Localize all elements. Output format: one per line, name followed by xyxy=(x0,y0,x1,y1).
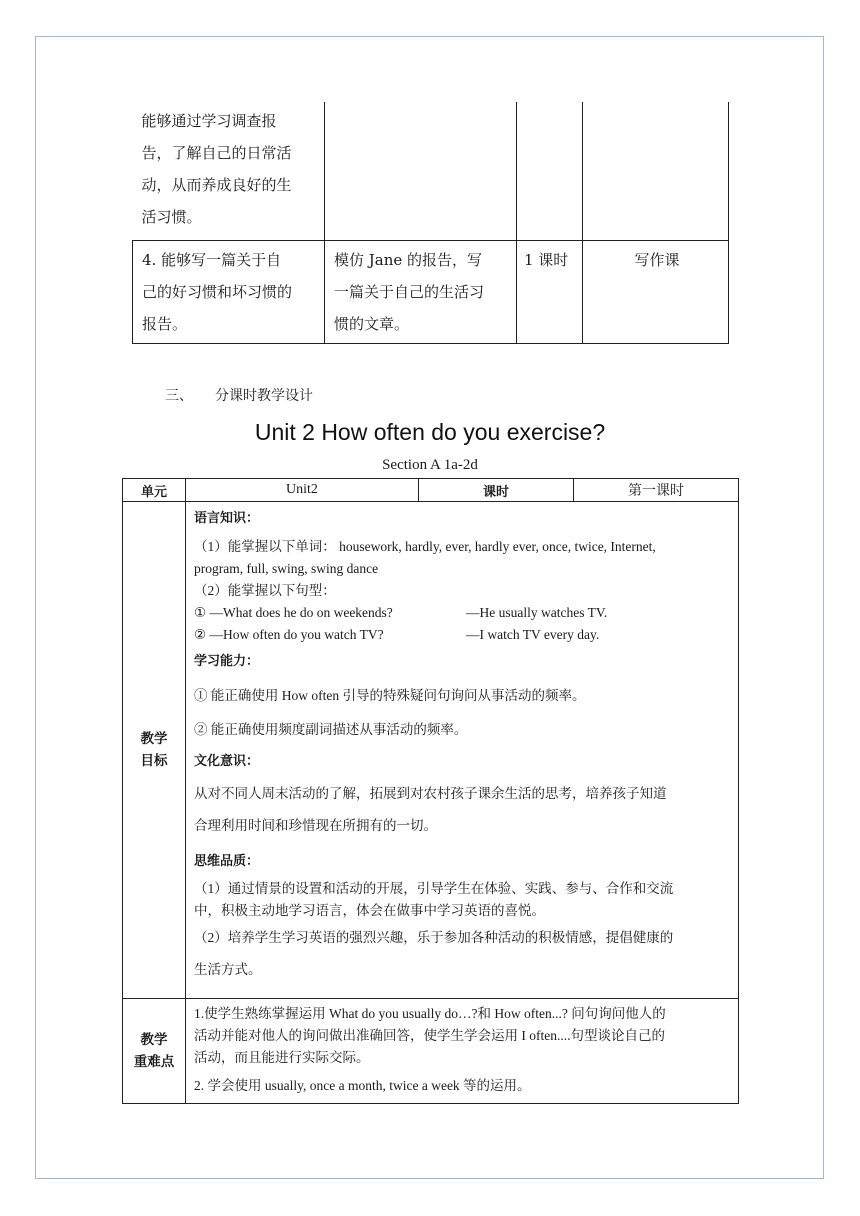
activity-cell xyxy=(325,102,517,240)
table-row xyxy=(133,240,729,343)
example-row: ② —How often do you watch TV? —I watch TV every day. xyxy=(194,627,600,642)
key-point-line: 活动并能对他人的询问做出准确回答，使学生学会运用 I often....句型谈论自己的 xyxy=(194,1028,665,1043)
pattern-intro: （2）能掌握以下句型： xyxy=(194,583,336,598)
objective-cell: 能够通过学习调查报 告，了解自己的日常活 动，从而养成良好的生 活习惯。 xyxy=(133,102,325,240)
ability-item: ① 能正确使用 How often 引导的特殊疑问句询问从事活动的频率。 xyxy=(194,688,586,703)
header-row xyxy=(123,479,739,502)
unit-title: Unit 2 How often do you exercise? xyxy=(254,419,606,445)
thinking-line: （1）通过情景的设置和活动的开展，引导学生在体验、实践、参与、合作和交流 xyxy=(194,881,674,896)
language-heading: 语言知识： xyxy=(194,511,260,526)
key-points-content xyxy=(186,999,739,1104)
culture-heading: 文化意识： xyxy=(194,754,260,769)
vocab-line: （1）能掌握以下单词： housework, hardly, ever, hardly ever, once, twice, Internet, xyxy=(194,539,656,554)
ability-heading: 学习能力： xyxy=(194,654,260,669)
objectives-row xyxy=(123,502,739,999)
unit-label: 单元 xyxy=(123,479,186,502)
prior-plan-table xyxy=(132,102,729,344)
key-point-line: 1.使学生熟练掌握运用 What do you usually do…?和 How often...? 问句询问他人的 xyxy=(194,1006,666,1021)
section-subtitle: Section A 1a-2d xyxy=(382,457,478,473)
period-value: 第一课时 xyxy=(574,479,739,502)
activity-cell: 模仿 Jane 的报告，写 一篇关于自己的生活习 惯的文章。 xyxy=(325,240,517,343)
section-number: 三、 xyxy=(165,388,193,404)
unit-value: Unit2 xyxy=(186,479,419,502)
type-cell xyxy=(583,102,729,240)
vocab-line: program, full, swing, swing dance xyxy=(194,561,379,576)
example-row: ① —What does he do on weekends? —He usually watches TV. xyxy=(194,605,608,620)
table-row xyxy=(133,102,729,240)
culture-line: 合理利用时间和珍惜现在所拥有的一切。 xyxy=(194,818,437,833)
culture-line: 从对不同人周末活动的了解，拓展到对农村孩子课余生活的思考，培养孩子知道 xyxy=(194,786,667,801)
key-points-row xyxy=(123,999,739,1104)
section-title: 分课时教学设计 xyxy=(215,388,313,404)
ability-item: ② 能正确使用频度副词描述从事活动的频率。 xyxy=(194,722,468,737)
objectives-content xyxy=(186,502,739,999)
key-points-label: 教学 重难点 xyxy=(123,999,186,1104)
lesson-plan-table xyxy=(122,478,739,1104)
type-cell: 写作课 xyxy=(583,240,729,343)
section-heading xyxy=(165,385,335,405)
objective-cell: 4. 能够写一篇关于自 己的好习惯和坏习惯的 报告。 xyxy=(133,240,325,343)
period-cell xyxy=(517,102,583,240)
thinking-line: （2）培养学生学习英语的强烈兴趣，乐于参加各种活动的积极情感，提倡健康的 xyxy=(194,930,674,945)
thinking-heading: 思维品质： xyxy=(194,854,260,869)
objectives-label: 教学 目标 xyxy=(123,502,186,999)
thinking-line: 生活方式。 xyxy=(194,962,262,977)
key-point-line: 2. 学会使用 usually, once a month, twice a week 等的运用。 xyxy=(194,1078,531,1093)
thinking-line: 中，积极主动地学习语言，体会在做事中学习英语的喜悦。 xyxy=(194,903,545,918)
key-point-line: 活动，而且能进行实际交际。 xyxy=(194,1050,370,1065)
period-label: 课时 xyxy=(419,479,574,502)
period-cell: 1 课时 xyxy=(517,240,583,343)
